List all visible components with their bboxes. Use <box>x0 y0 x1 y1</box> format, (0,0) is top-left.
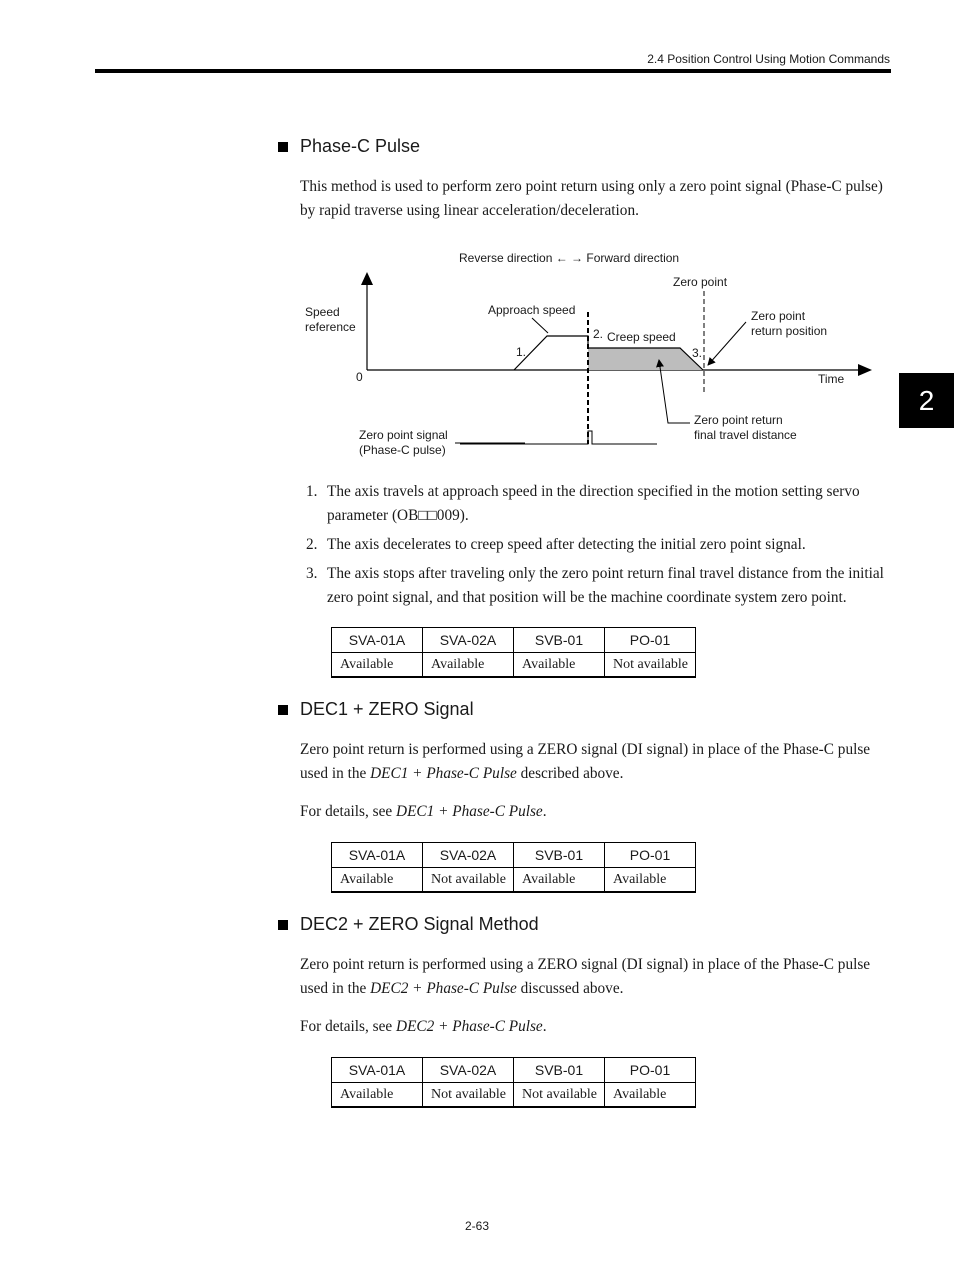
running-header: 2.4 Position Control Using Motion Commands <box>647 52 890 66</box>
heading-text: DEC2 + ZERO Signal Method <box>300 914 539 934</box>
step1-marker: 1. <box>516 345 527 359</box>
heading-text: Phase-C Pulse <box>300 136 421 156</box>
speed-reference-label-1: Speed <box>305 305 340 319</box>
list-item: 2. The axis decelerates to creep speed after detecting the initial zero point signal. <box>306 536 806 553</box>
table-row: Available Not available Not available Available <box>332 1083 696 1108</box>
origin-label: 0 <box>356 370 363 384</box>
step3-marker: 3. <box>692 346 703 360</box>
time-axis-arrow-icon <box>858 364 872 376</box>
dec2-details-paragraph: For details, see DEC2 + Phase-C Pulse. <box>300 1018 547 1035</box>
final-travel-label-2: final travel distance <box>694 428 797 442</box>
section-heading-dec2-zero <box>278 914 539 935</box>
availability-table-dec2-zero <box>331 1057 696 1108</box>
page-number: 2-63 <box>464 1219 490 1233</box>
square-bullet-icon <box>278 142 288 152</box>
square-bullet-icon <box>278 705 288 715</box>
table-header-row: SVA-01A SVA-02A SVB-01 PO-01 <box>332 628 696 653</box>
list-item: 3. The axis stops after traveling only the zero point return final travel distance from the initial zero point signal, and that position will be the machine coordinate system zero point. <box>306 565 884 606</box>
table-row: Available Available Available Not available <box>332 653 696 678</box>
table-row: Available Not available Available Available <box>332 868 696 893</box>
chapter-tab: 2 <box>899 373 954 428</box>
dec2-paragraph: Zero point return is performed using a ZERO signal (DI signal) in place of the Phase-C pulse used in the DEC2 + Phase-C Pulse discussed above. <box>300 956 871 997</box>
approach-speed-pointer <box>532 318 548 333</box>
section-heading-dec1-zero <box>278 699 474 720</box>
step2-marker: 2. <box>593 327 604 341</box>
list-item: 1. The axis travels at approach speed in the direction specified in the motion setting servo parameter (OB□□009). <box>306 483 860 524</box>
zero-return-position-label-1: Zero point <box>751 309 806 323</box>
availability-table-phase-c <box>331 627 696 678</box>
section-heading-phase-c <box>278 136 420 157</box>
table-header-row: SVA-01A SVA-02A SVB-01 PO-01 <box>332 843 696 868</box>
header-rule <box>95 69 891 73</box>
time-label: Time <box>818 372 845 386</box>
zero-return-diagram <box>290 245 890 470</box>
zero-point-label: Zero point <box>673 275 728 289</box>
heading-text: DEC1 + ZERO Signal <box>300 699 474 719</box>
square-bullet-icon <box>278 920 288 930</box>
speed-axis-arrow-icon <box>361 272 373 285</box>
zero-return-position-arrow-icon <box>708 322 746 365</box>
final-travel-area <box>588 348 703 370</box>
intro-paragraph: This method is used to perform zero point return using only a zero point signal (Phase-C pulse) by rapid traverse using linear acceleration/deceleration. <box>300 178 883 219</box>
creep-speed-label: Creep speed <box>607 330 676 344</box>
phase-c-pulse-waveform <box>460 431 657 444</box>
final-travel-label-1: Zero point return <box>694 413 783 427</box>
zero-signal-label-1: Zero point signal <box>359 428 448 442</box>
availability-table-dec1-zero <box>331 842 696 893</box>
dec1-paragraph: Zero point return is performed using a ZERO signal (DI signal) in place of the Phase-C pulse used in the DEC1 + Phase-C Pulse described above. <box>300 741 871 782</box>
speed-reference-label-2: reference <box>305 320 356 334</box>
table-header-row: SVA-01A SVA-02A SVB-01 PO-01 <box>332 1058 696 1083</box>
dec1-details-paragraph: For details, see DEC1 + Phase-C Pulse. <box>300 803 547 820</box>
zero-signal-label-2: (Phase-C pulse) <box>359 443 446 457</box>
approach-speed-label: Approach speed <box>488 303 576 317</box>
direction-label: Reverse direction ← → Forward direction <box>459 251 680 265</box>
steps-list <box>306 480 896 615</box>
zero-return-position-label-2: return position <box>751 324 828 338</box>
